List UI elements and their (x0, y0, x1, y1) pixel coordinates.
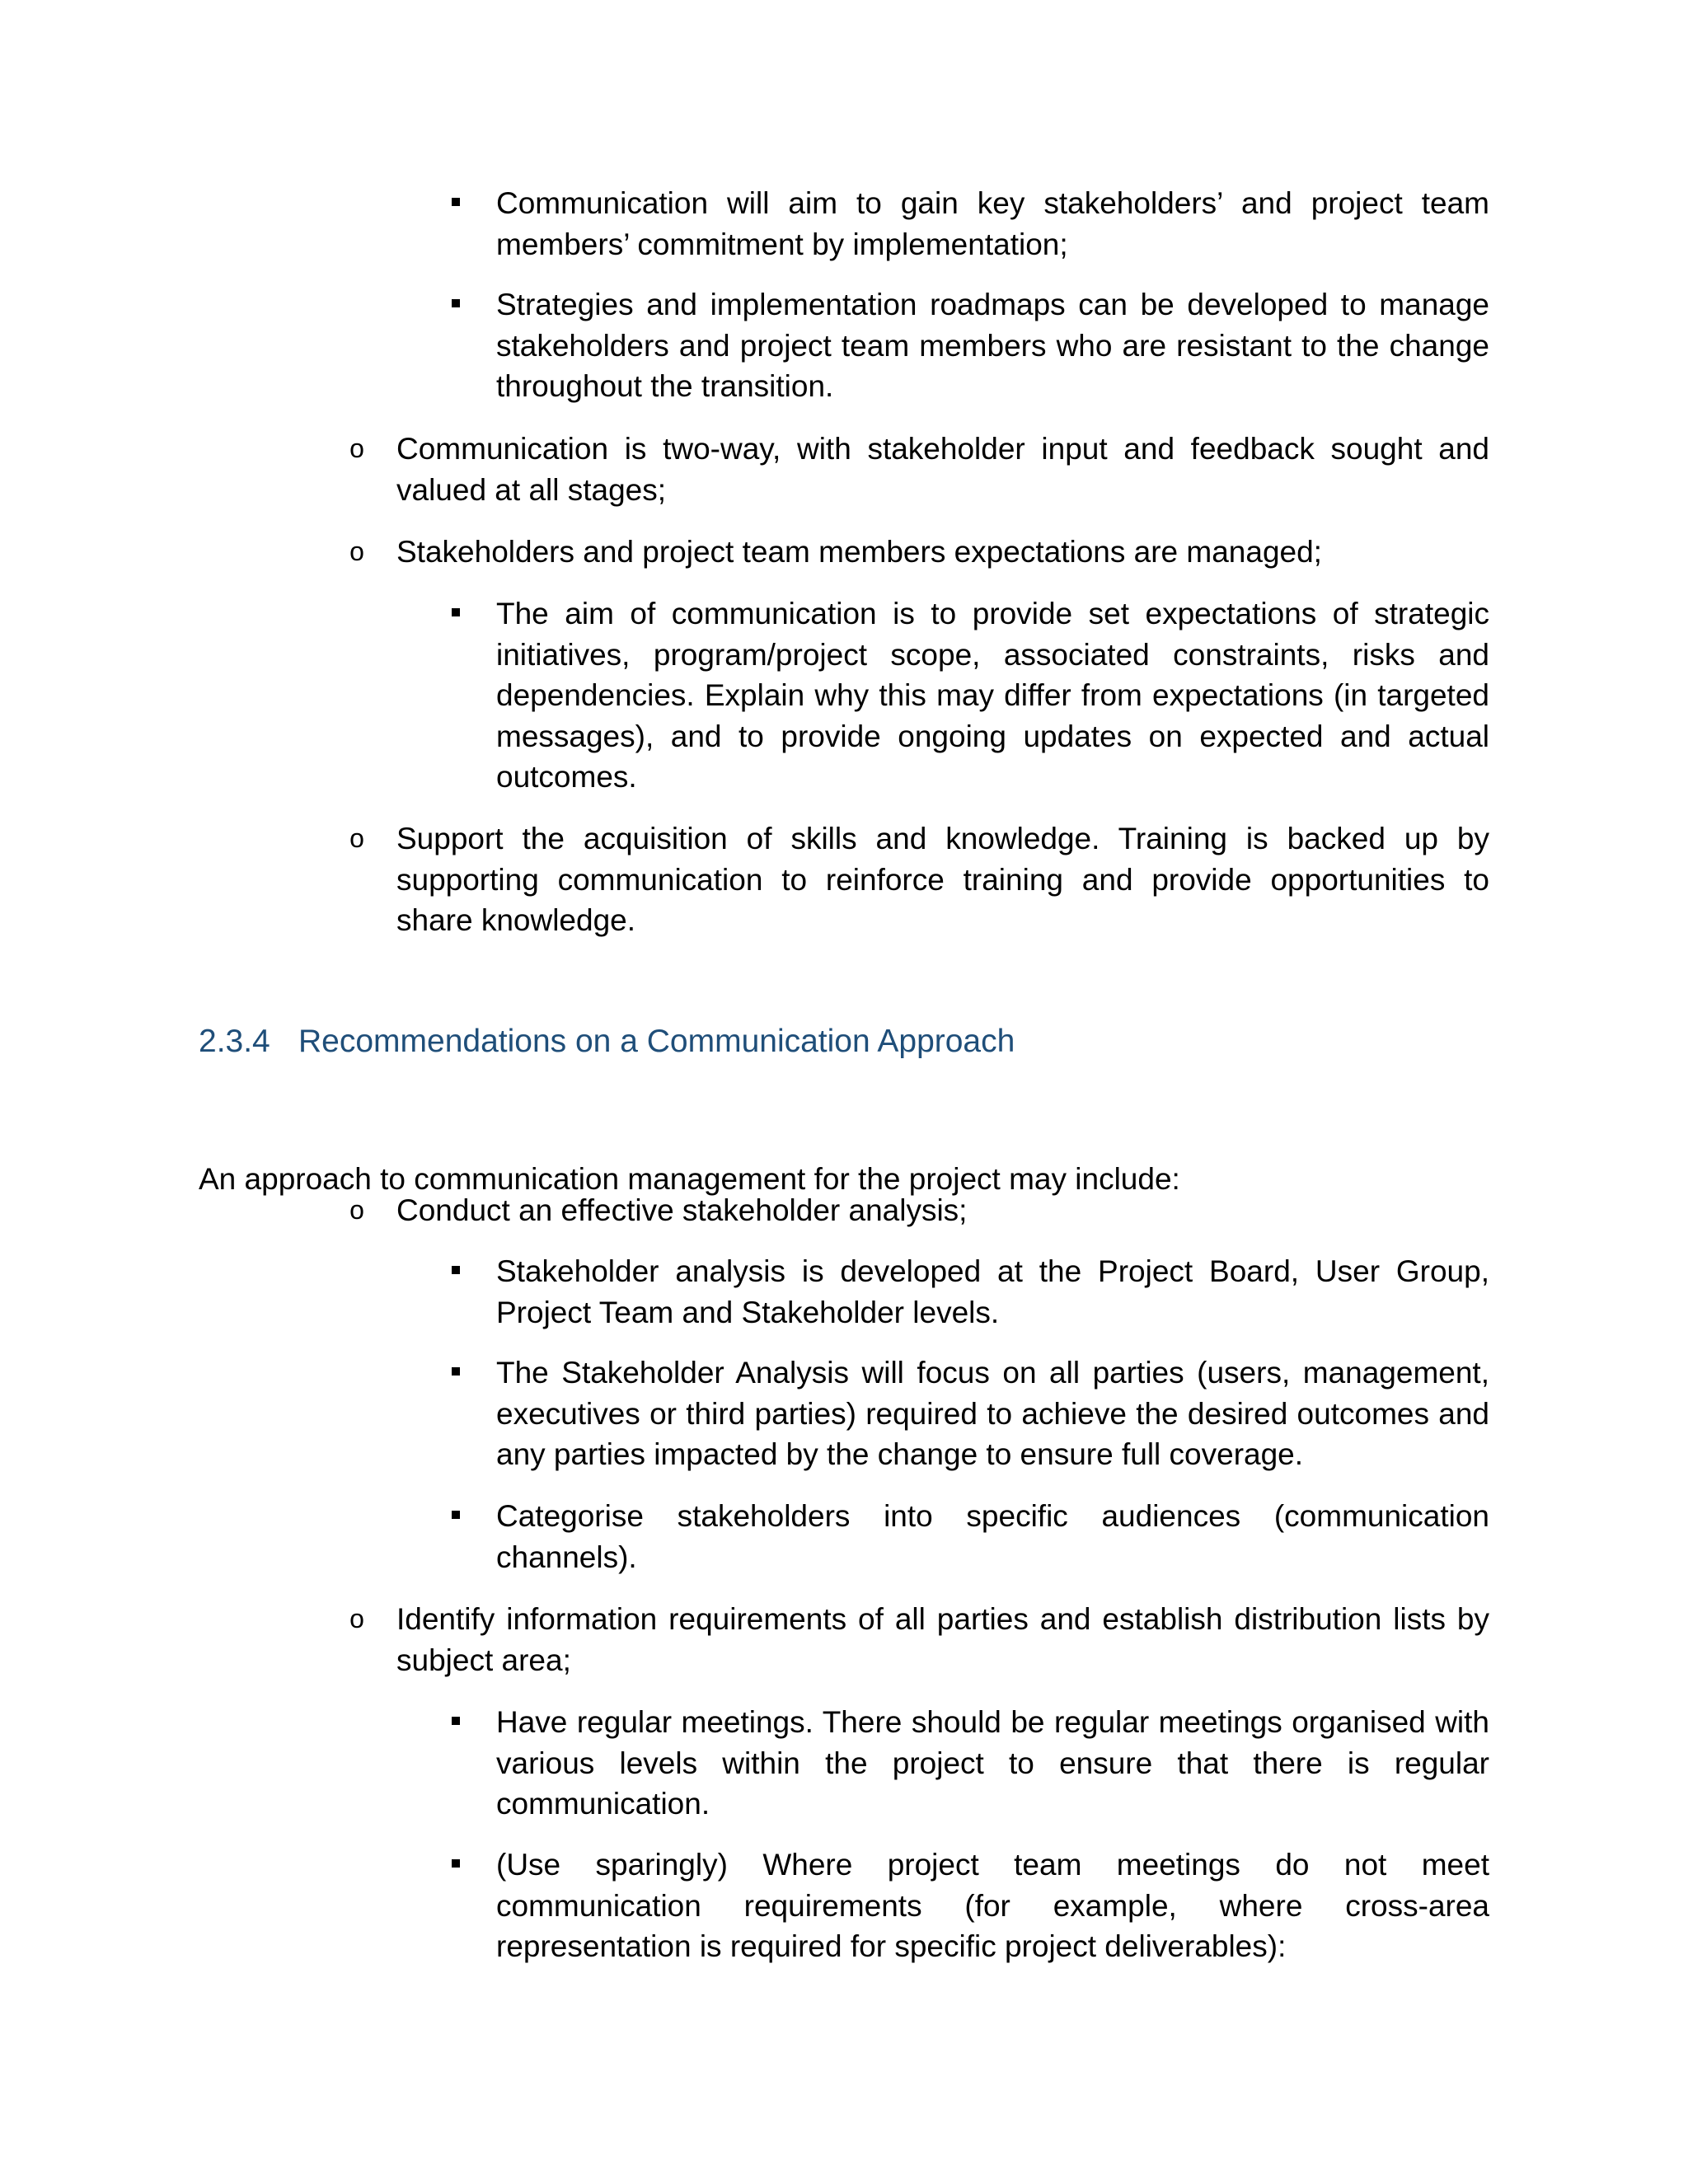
circle-bullet-icon: o (349, 1195, 364, 1225)
circle-bullet-icon: o (349, 434, 364, 463)
section-title: Recommendations on a Communication Approach (298, 1024, 1015, 1059)
circle-bullet-icon: o (349, 537, 364, 566)
list-item-level2: Communication is two-way, with stakeholder input and feedback sought and valued at all stages; (396, 432, 1489, 507)
square-bullet-icon (444, 1702, 467, 1743)
list-item-level3: The Stakeholder Analysis will focus on all parties (users, management, executives or third parties) required to achieve the desired outcomes and any parties impacted by the change to ensure full coverage. (496, 1356, 1489, 1471)
section-number: 2.3.4 (199, 1024, 270, 1059)
list-item-level3: Communication will aim to gain key stakeholders’ and project team members’ commitment by implementation; (496, 186, 1489, 261)
circle-bullet-icon: o (349, 1604, 364, 1633)
list-item-level2: Stakeholders and project team members expectations are managed; (396, 535, 1322, 569)
list-item-level3: Categorise stakeholders into specific audiences (communication channels). (496, 1499, 1489, 1574)
list-item-level2: Support the acquisition of skills and knowledge. Training is backed up by supporting communication to reinforce training and provide opportunities to share knowledge. (396, 822, 1489, 937)
circle-bullet-icon: o (349, 823, 364, 853)
square-bullet-icon (444, 183, 467, 224)
list-item-level3: Strategies and implementation roadmaps can be developed to manage stakeholders and project team members who are resistant to the change throughout the transition. (496, 288, 1489, 403)
section-heading (199, 1020, 1015, 1063)
intro-paragraph: An approach to communication management for the project may include: (199, 1162, 1180, 1196)
list-item-level2: Identify information requirements of all parties and establish distribution lists by subject area; (396, 1602, 1489, 1677)
square-bullet-icon (444, 1496, 467, 1537)
square-bullet-icon (444, 284, 467, 326)
list-item-level3: (Use sparingly) Where project team meetings do not meet communication requirements (for example, where cross-area representation is required for specific project deliverables): (496, 1848, 1489, 1963)
square-bullet-icon (444, 1844, 467, 1886)
list-item-level3: The aim of communication is to provide set expectations of strategic initiatives, program/project scope, associated constraints, risks and dependencies. Explain why this may differ from expectations (in targeted messages), and to provide ongoing updates on expected and actual outcomes. (496, 597, 1489, 794)
list-item-level3: Stakeholder analysis is developed at the Project Board, User Group, Project Team and Stakeholder levels. (496, 1254, 1489, 1329)
list-item-level2: Conduct an effective stakeholder analysis; (396, 1193, 968, 1227)
square-bullet-icon (444, 593, 467, 635)
square-bullet-icon (444, 1352, 467, 1394)
list-item-level3: Have regular meetings. There should be regular meetings organised with various levels within the project to ensure that there is regular communication. (496, 1705, 1489, 1821)
square-bullet-icon (444, 1251, 467, 1292)
